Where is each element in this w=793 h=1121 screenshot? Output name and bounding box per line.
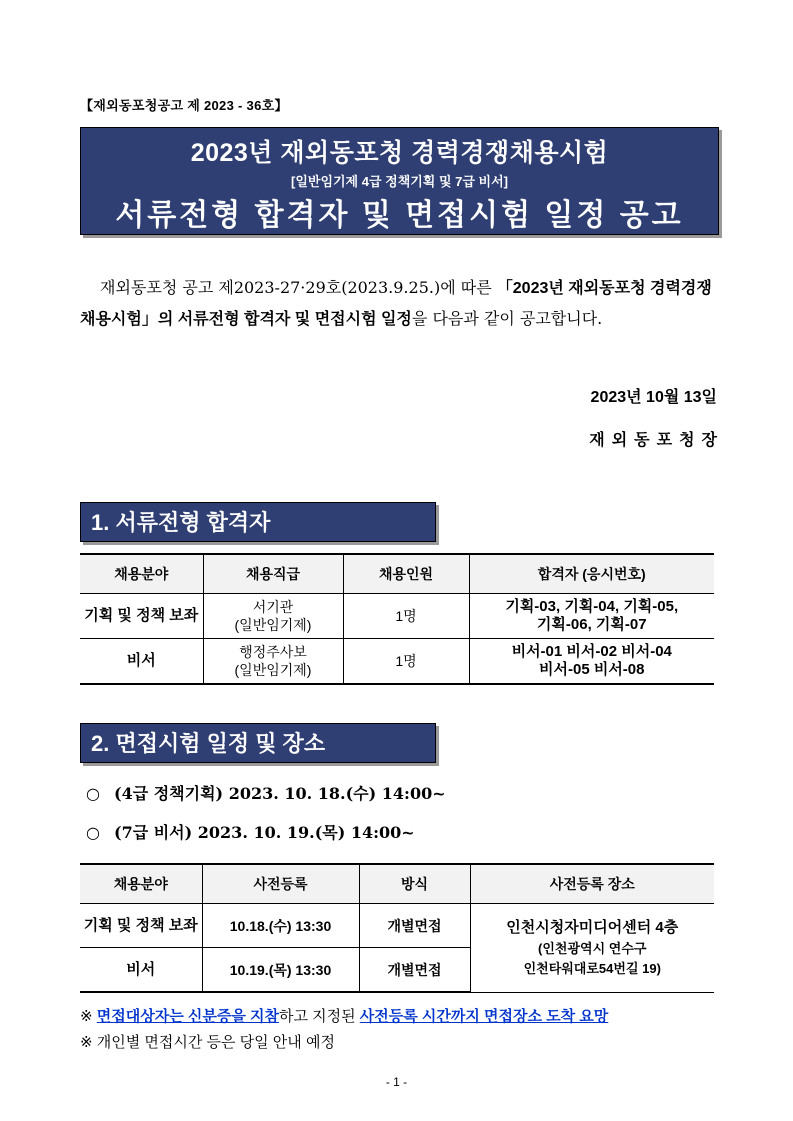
registration-cell: 10.18.(수) 13:30: [202, 904, 359, 948]
passers-line: 기획-03, 기획-04, 기획-05,: [505, 598, 679, 615]
grade-name: 서기관: [252, 599, 294, 615]
grade-type: (일반임기제): [234, 617, 312, 633]
table-row: [80, 639, 714, 685]
body-intro: 재외동포청 공고 제2023-27·29호(2023.9.25.)에 따른: [100, 278, 492, 297]
notice-number: 【재외동포청공고 제 2023 - 36호】: [80, 98, 288, 113]
title-banner: [80, 127, 719, 235]
table-header-row: [80, 864, 714, 904]
reference-mark: ※: [80, 1008, 93, 1025]
schedule-text: (7급 비서) 2023. 10. 19.(목) 14:00~: [114, 823, 415, 842]
field-cell: 기획 및 정책 보좌: [80, 904, 202, 948]
method-cell: 개별면접: [359, 948, 470, 993]
count-cell: 1명: [343, 594, 469, 639]
circle-bullet-icon: ○: [86, 784, 100, 803]
note-text: 개인별 면접시간 등은 당일 안내 예정: [96, 1034, 335, 1051]
passers-line: 비서-01 비서-02 비서-04: [511, 643, 672, 660]
note-1: [80, 1005, 608, 1026]
arrival-requirement-link[interactable]: 사전등록 시간까지 면접장소 도착 요망: [359, 1008, 609, 1025]
table-row: [80, 594, 714, 639]
id-requirement-link[interactable]: 면접대상자는 신분증을 지참: [96, 1008, 279, 1025]
grade-cell: [203, 639, 343, 685]
count-cell: 1명: [343, 639, 469, 685]
section-1-heading: 1. 서류전형 합격자: [80, 502, 436, 542]
interview-table: [80, 863, 714, 993]
grade-name: 행정주사보: [239, 644, 307, 660]
table-row: [80, 904, 714, 948]
passers-cell: [469, 639, 714, 685]
grade-type: (일반임기제): [234, 662, 312, 678]
section-2-heading: 2. 면접시험 일정 및 장소: [80, 723, 436, 763]
note-text: 하고 지정된: [278, 1008, 356, 1025]
title-line-1: 2023년 재외동포청 경력경쟁채용시험: [190, 139, 609, 167]
announcement-date: 2023년 10월 13일: [590, 389, 717, 406]
venue-address: (인천광역시 연수구: [538, 940, 647, 956]
registration-cell: 10.19.(목) 13:30: [202, 948, 359, 993]
reference-mark: ※: [80, 1034, 93, 1051]
method-cell: 개별면접: [359, 904, 470, 948]
title-line-2: [일반임기제 4급 정책기획 및 7급 비서]: [291, 174, 508, 189]
passers-line: 비서-05 비서-08: [539, 661, 645, 678]
venue-address: 인천타워대로54번길 19): [523, 960, 661, 976]
note-2: [80, 1031, 335, 1052]
body-bold-subject: 「2023년 재외동포청 경력경쟁 채용시험」의 서류전형 합격자 및 면접시험 일정: [80, 280, 712, 328]
passers-cell: [469, 594, 714, 639]
col-header: 사전등록: [202, 864, 359, 904]
schedule-text: (4급 정책기획) 2023. 10. 18.(수) 14:00~: [114, 784, 446, 803]
page-number: - 1 -: [385, 1075, 408, 1089]
field-cell: 비서: [80, 948, 202, 993]
venue-name: 인천시청자미디어센터 4층: [506, 918, 679, 936]
col-header: 채용직급: [203, 554, 343, 594]
announcement-body: [80, 273, 720, 335]
col-header: 사전등록 장소: [470, 864, 714, 904]
grade-cell: [203, 594, 343, 639]
passers-line: 기획-06, 기획-07: [536, 616, 647, 633]
issuer: 재외동포청장: [589, 432, 724, 449]
passers-table: [80, 553, 714, 685]
schedule-item: [86, 820, 415, 843]
field-cell: 기획 및 정책 보좌: [80, 594, 203, 639]
table-header-row: [80, 554, 714, 594]
col-header: 채용인원: [343, 554, 469, 594]
col-header: 채용분야: [80, 554, 203, 594]
title-line-3: 서류전형 합격자 및 면접시험 일정 공고: [115, 199, 684, 232]
col-header: 합격자 (응시번호): [469, 554, 714, 594]
col-header: 방식: [359, 864, 470, 904]
body-closing: 을 다음과 같이 공고합니다.: [411, 309, 603, 328]
schedule-item: [86, 781, 446, 804]
field-cell: 비서: [80, 639, 203, 685]
circle-bullet-icon: ○: [86, 823, 100, 842]
col-header: 채용분야: [80, 864, 202, 904]
venue-cell: [470, 904, 714, 993]
